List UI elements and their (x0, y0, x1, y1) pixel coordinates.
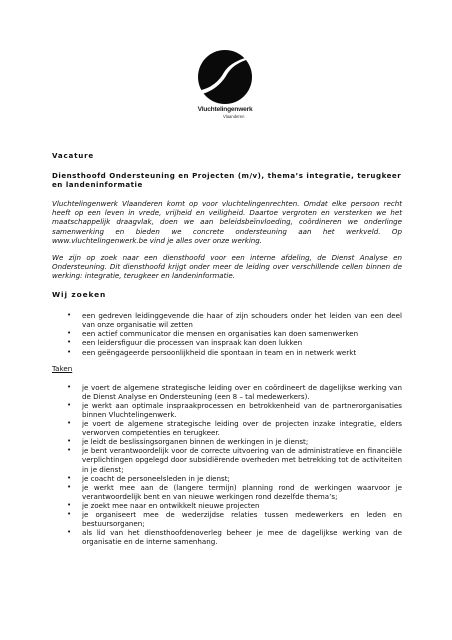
wij-zoeken-list (52, 311, 402, 356)
logo-emblem-icon (193, 48, 257, 108)
taken-heading: Taken (52, 363, 73, 373)
bullet-icon: • (67, 311, 72, 320)
bullet-icon: • (67, 437, 72, 446)
list-item: • je coacht de personeelsleden in je dienst; (67, 473, 230, 483)
taken-list (52, 383, 402, 547)
intro-paragraph: Vluchtelingenwerk Vlaanderen komt op voor vluchtelingenrechten. Omdat elke persoon recht heeft op een leven in vrede, vrijheid en veiligheid. Daartoe vergroten en versterken we het maatschappelijk draagvlak, doen we aan beleidsbeïnvloeding, coördineren we onderlinge samenwerking en bieden we concrete ondersteuning aan het werkveld. Op www.vluchtelingenwerk.be vind je alles over onze werking. (52, 199, 402, 245)
document-body (52, 151, 402, 546)
list-item: • je voert de algemene strategische leiding over de projecten inzake integratie, elders verworven competenties en terugkeer. (67, 419, 402, 438)
bullet-icon: • (67, 419, 72, 428)
bullet-icon: • (67, 329, 72, 338)
list-item: • je leidt de beslissingsorganen binnen de werkingen in je dienst; (67, 437, 309, 447)
bullet-icon: • (67, 500, 72, 509)
list-item: • een actief communicator die mensen en organisaties kan doen samenwerken (67, 329, 359, 339)
bullet-icon: • (67, 446, 72, 455)
list-item: • een leidersfiguur die processen van inspraak kan doen lukken (67, 338, 303, 348)
list-item: • een geëngageerde persoonlijkheid die spontaan in team en in netwerk werkt (67, 347, 357, 357)
bullet-icon: • (67, 382, 72, 391)
list-item: • een gedreven leidinggevende die haar of zijn schouders onder het leiden van een deel van onze organisatie wil zetten (67, 311, 402, 330)
vacancy-label: Vacature (52, 151, 95, 160)
bullet-icon: • (67, 473, 72, 482)
vluchtelingenwerk-logo (193, 48, 257, 138)
job-title: Diensthoofd Ondersteuning en Projecten (m/v), thema’s integratie, terugkeer en landeninformatie (52, 171, 402, 190)
list-item: • je werkt mee aan de (langere termijn) planning rond de werkingen waarvoor je verantwoordelijk bent en van nieuwe werkingen rond dezelfde thema’s; (67, 482, 402, 501)
list-item: • je voert de algemene strategische leiding over en coördineert de dagelijkse werking van de Dienst Analyse en Ondersteuning (een 8 – tal medewerkers). (67, 382, 402, 401)
bullet-icon: • (67, 482, 72, 491)
bullet-icon: • (67, 400, 72, 409)
list-item: • je werkt aan optimale inspraakprocessen en betrokkenheid van de partnerorganisaties binnen Vluchtelingenwerk. (67, 400, 402, 419)
bullet-icon: • (67, 338, 72, 347)
logo-wordmark: Vluchtelingenwerk (197, 106, 253, 113)
wij-zoeken-heading: Wij zoeken (52, 290, 107, 300)
bullet-icon: • (67, 347, 72, 356)
logo-subtitle: Vlaanderen (223, 114, 245, 119)
vacancy-description: We zijn op zoek naar een diensthoofd voor een interne afdeling, de Dienst Analyse en Ondersteuning. Dit diensthoofd krijgt onder meer de leiding over verschillende cellen binnen de werking: integratie, terugkeer en landeninformatie. (52, 252, 402, 280)
list-item: • als lid van het diensthoofdenoverleg beheer je mee de dagelijkse werking van de organisatie en de interne samenhang. (67, 528, 402, 547)
list-item: • je zoekt mee naar en ontwikkelt nieuwe projecten (67, 500, 260, 510)
bullet-icon: • (67, 510, 72, 518)
list-item: • je organiseert mee de wederzijdse relaties tussen medewerkers en leden en bestuursorganen; (67, 510, 402, 529)
list-item: • je bent verantwoordelijk voor de correcte uitvoering van de administratieve en financiële verplichtingen opgelegd door subsidiërende overheden met betrekking tot de activiteiten in je dienst; (67, 446, 402, 474)
bullet-icon: • (67, 528, 72, 537)
